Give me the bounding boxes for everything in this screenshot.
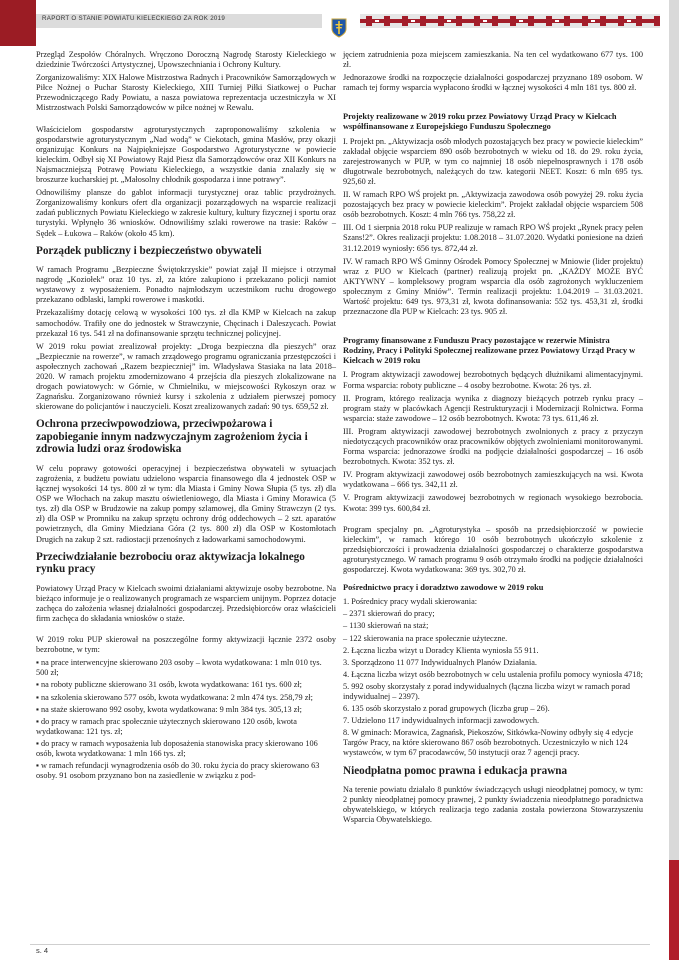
paragraph: Powiatowy Urząd Pracy w Kielcach swoimi działaniami aktywizuje osoby bezrobotne. Na bieżąco informuje je o realizowanych programach ze wsparciem unijnym. Poprzez dotacje zachęca do założenia własnej działalności gospodarczej. Przedsiębiorców oraz właścicieli firm zachęca do składania wniosków o staże.: [36, 583, 336, 623]
paragraph: W ramach Programu „Bezpieczne Świętokrzyskie” powiat zajął II miejsce i otrzymał nagrodę „Koziołek” oraz 10 tys. zł, za które zakupiono i przekazano policji namiot wystawowy z wyposażeniem. Ponadto najmłodszym uczestnikom ruchu drogowego przekazano odblaski, lampki rowerowe i maskotki.: [36, 265, 336, 305]
subsection-heading: Projekty realizowane w 2019 roku przez Powiatowy Urząd Pracy w Kielcach współfinansowane z Europejskiego Funduszu Społecznego: [343, 112, 617, 132]
section-heading: Porządek publiczny i bezpieczeństwo obywateli: [36, 244, 262, 257]
folk-pattern-decoration: [360, 14, 660, 28]
list-item: 6. 135 osób skorzystało z porad grupowych (liczba grup – 26).: [343, 704, 550, 714]
list-item: 7. Udzielono 117 indywidualnych informacji zawodowych.: [343, 716, 540, 726]
paragraph: II. Program, którego realizacja wynika z diagnozy bieżących potrzeb rynku pracy – program staży w placówkach Agencji Restrukturyzacji i Modernizacji Rolnictwa. Forma wsparcia: staże zawodowe – 12 osób bezrobotnych. Kwota: 73 tys. 611,46 zł.: [343, 393, 643, 423]
paragraph: I. Projekt pn. „Aktywizacja osób młodych pozostających bez pracy w powiecie kieleckim” zakładał objęcie wsparciem 890 osób bezrobotnych w wieku od 18. do 29. roku życia, zarejestrowanych w PUP, w tym co najmniej 18 osób niepełnosprawnych i 178 osób długotrwale bezrobotnych, należących do tzw. kategorii NEET. Koszt: 6 mln 695 tys. 925,60 zł.: [343, 136, 643, 186]
header-accent-block: [0, 0, 36, 46]
paragraph: IV. W ramach RPO WŚ Gminny Ośrodek Pomocy Społecznej w Mniowie (lider projektu) wraz z PUO w Kielcach (partner) realizują projekt pn. „KAŻDY MOŻE BYĆ AKTYWNY – kompleksowy program wsparcia dla osób zagrożonych wykluczeniem społecznym z Gminy Mniów”. Termin realizacji projektu: 1.04.2019 – 31.03.2021. Wartość projektu: 649 tys. 973,31 zł, kwota dofinansowania: 552 tys. 453,31 zł, środki przeznaczone dla PUP w Kielcach: 23 tys. 905 zł.: [343, 256, 643, 317]
paragraph: Program specjalny pn. „Agroturystyka – sposób na przedsiębiorczość w powiecie kieleckim”, w ramach którego 10 osób bezrobotnych ukończyło szkolenie z przedsiębiorczości i prowadzenia działalności gospodarczej o charakterze gospodarstwa agroturystycznego. W ramach programu 9 osób otrzymało środki na podjęcie działalności gospodarczej. Kwota wydatkowana: 369 tys. 302,70 zł.: [343, 524, 643, 575]
paragraph: Zorganizowaliśmy: XIX Halowe Mistrzostwa Radnych i Pracowników Samorządowych w Piłce Nożnej o Puchar Starosty Kieleckiego, XIII Turniej Piłki Siatkowej o Puchar Przewodniczącego Rady Powiatu, a nasza powiatowa reprezentacja uczestniczyła w XI Mistrzostwach Polski Samorządowców w piłce nożnej w Rewalu.: [36, 73, 336, 113]
list-item: 8. W gminach: Morawica, Zagnańsk, Piekoszów, Sitkówka-Nowiny odbyły się 4 edycje Targów Pracy, na które skierowano 867 osób bezrobotnych. Uczestniczyło w nich 124 wystawców, w tym 67 pracodawców, 50 instytucji oraz 7 agencji pracy.: [343, 728, 634, 758]
list-item: ▪ na szkolenia skierowano 577 osób, kwota wydatkowana: 2 mln 474 tys. 258,79 zł;: [36, 692, 313, 702]
paragraph: Odnowiliśmy plansze do gablot informacji turystycznej oraz tablic przydrożnych. Zorganizowaliśmy konkurs ofert dla organizacji pozarządowych na wsparcie realizacji zadań publicznych Powiatu Kieleckiego w zakresie kultury, kultury fizycznej i sportu oraz turystyki. Wpłynęło 36 wniosków. Odnowiliśmy szlaki rowerowe na trasie: Raków – Sędek – Łukowa – Raków (około 45 km).: [36, 188, 336, 238]
list-item: 4. Łączna liczba wizyt osób bezrobotnych w celu ustalenia profilu pomocy wyniosła 4718;: [343, 669, 643, 679]
paragraph: Na terenie powiatu działało 8 punktów świadczących usługi nieodpłatnej pomocy, w tym: 2 punkty nieodpłatnej pomocy prawnej, 2 punkty świadczenia nieodpłatnego poradnictwa obywatelskiego, w których realizacja tego zadania została powierzona Stowarzyszeniu Wsparcia Obywatelskiego.: [343, 785, 643, 825]
footer-rule: [30, 944, 650, 945]
spacer: [343, 517, 643, 525]
list-item: ▪ na prace interwencyjne skierowano 203 osoby – kwota wydatkowana: 1 mln 010 tys. 500 zł;: [36, 658, 322, 678]
paragraph: I. Program aktywizacji zawodowej bezrobotnych będących dłużnikami alimentacyjnymi. Forma wsparcia: roboty publiczne – 4 osoby bezrobotne. Kwota: 26 tys. zł.: [343, 370, 643, 390]
paragraph: W 2019 roku PUP skierował na poszczególne formy aktywizacji łącznie 2372 osoby bezrobotne, w tym:: [36, 635, 336, 655]
subsection-heading: Pośrednictwo pracy i doradztwo zawodowe w 2019 roku: [343, 583, 544, 593]
spacer: [343, 320, 643, 328]
section-heading: Przeciwdziałanie bezrobociu oraz aktywizacja lokalnego rynku pracy: [36, 550, 305, 576]
left-column: [36, 50, 336, 783]
spacer: [343, 96, 643, 104]
header-bar: [0, 0, 679, 46]
subsection-heading: Programy finansowane z Funduszu Pracy pozostające w rezerwie Ministra Rodziny, Pracy i Polityki Społecznej realizowane przez Powiatowy Urząd Pracy w Kielcach w 2019 roku: [343, 336, 636, 366]
page-edge-accent: [669, 860, 679, 960]
paragraph: Jednorazowe środki na rozpoczęcie działalności gospodarczej przyznano 189 osobom. W ramach tej formy wsparcia wypłacono środki w łącznej wysokości 4 mln 181 tys. 800 zł.: [343, 73, 643, 93]
list-item: – 122 skierowania na prace społecznie użyteczne.: [343, 633, 508, 643]
list-item: ▪ do pracy w ramach wyposażenia lub doposażenia stanowiska pracy skierowano 106 osób, kwota wydatkowana: 1 mln 166 tys. zł;: [36, 738, 318, 758]
paragraph: III. Program aktywizacji zawodowej bezrobotnych zwolnionych z pracy z przyczyn niedotyczących pracowników oraz pracowników objętych zwolnieniami monitorowanymi. Forma wsparcia: jednorazowe środki na podjęcie działalności gospodarczej – 16 osób bezrobotnych. Kwota: 352 tys. zł.: [343, 426, 643, 467]
list-item: ▪ w ramach refundacji wynagrodzenia osób do 30. roku życia do pracy skierowano 63 osoby. 91 osobom przyznano bon na zasiedlenie w związku z pod-: [36, 761, 320, 781]
list-item: ▪ na staże skierowano 992 osoby, kwota wydatkowana: 9 mln 384 tys. 305,13 zł;: [36, 704, 302, 714]
list-item: ▪ do pracy w ramach prac społecznie użytecznych skierowano 120 osób, kwota wydatkowana: 121 tys. zł;: [36, 716, 297, 736]
list-item: – 1130 skierowań na staż;: [343, 621, 429, 631]
paragraph: Właścicielom gospodarstw agroturystycznych zaproponowaliśmy szkolenia w gospodarstwie agroturystycznym „Nad wodą” w Ciekotach, gmina Masłów, przy okazji organizując Konkurs na Najpiękniejsze Gospodarstwo Agroturystyczne w powiecie kieleckim. Odbył się XI Powiatowy Rajd Piesz dla Samorządowców oraz XII Konkurs na Najsmaczniejszą Potrawę Powiatu Kieleckiego, a wszystkie dania znalazły się w broszurze kucharskiej pt. „Małosolny chłodnik gospodarza i inne potrawy”.: [36, 124, 336, 185]
paragraph: Przekazaliśmy dotację celową w wysokości 100 tys. zł dla KMP w Kielcach na zakup samochodów. Trafiły one do jednostek w Strawczynie, Chęcinach i Daleszycach. Powiat przekazał 16 tys. 541 zł na dofinansowanie sprzętu technicznej policyjnej.: [36, 308, 336, 338]
list-item: 2. Łączna liczba wizyt u Doradcy Klienta wyniosła 55 911.: [343, 645, 539, 655]
paragraph: jęciem zatrudnienia poza miejscem zamieszkania. Na ten cel wydatkowano 677 tys. 100 zł.: [343, 50, 643, 70]
paragraph: Przegląd Zespołów Chóralnych. Wręczono Doroczną Nagrodę Starosty Kieleckiego w dziedzinie Twórczości Artystycznej, Upowszechniania i Ochrony Kultury.: [36, 50, 336, 70]
list-item: – 2371 skierowań do pracy;: [343, 609, 435, 619]
list-item: ▪ na roboty publiczne skierowano 31 osób, kwota wydatkowana: 161 tys. 600 zł;: [36, 680, 302, 690]
paragraph: V. Program aktywizacji zawodowej bezrobotnych w regionach wysokiego bezrobocia. Kwota: 399 tys. 600,84 zł.: [343, 493, 643, 513]
list-item: 5. 992 osoby skorzystały z porad indywidualnych (łączna liczba wizyt w ramach porad indywidualnej – 2397).: [343, 681, 631, 701]
paragraph: W celu poprawy gotowości operacyjnej i bezpieczeństwa obywateli w sytuacjach zagrożenia, z budżetu powiatu udzielono wsparcia finansowego dla 4 jednostek OSP w łącznej wysokości 14 tys. 800 zł w tym: dla Miasta i Gminy Nowa Słupia (5 tys. zł) dla OSP we Włochach na zakup masztu oświetleniowego, dla Miasta i Gminy Morawica (5 tys. zł) dla OSP w Brudzowie na zakup pompy szlamowej, dla Gminy Strawczyn (2 tys. zł) dla OSP w Promniku na zakup sprzętu ochrony dróg oddechowych – 2 szt. aparatów powietrznych, dla Gminy Miedziana Góra (2 tys. 800 zł) dla OSP w Kostomłotach Drugich na zakup 2 szt. radiostacji przenośnych z ładowarkami samochodowymi.: [36, 463, 336, 544]
spacer: [36, 627, 336, 635]
page-number: s. 4: [36, 946, 49, 955]
paragraph: W 2019 roku powiat zrealizował projekty: „Droga bezpieczna dla pieszych” oraz „Bezpiecznie na rowerze”, w ramach zrządowego programu ograniczania przestępczości i aspołecznych zachowań „Razem bezpieczniej” im. Władysława Stasiaka na lata 2018–2020. W ramach projektu zmodernizowano 4 przejścia dla pieszych zlokalizowane na drogach powiatowych: w Górnie, w Chmielniku, w miejscowości Rykoszyn oraz w Zagnańsku. Zorganizowano również kursy i szkolenia z udziałem pierwszej pomocy skierowane do policjantów i nauczycieli. Koszt zrealizowanych zadań: 90 tys. 659,52 zł.: [36, 341, 336, 412]
spacer: [36, 117, 336, 125]
paragraph: II. W ramach RPO WŚ projekt pn. „Aktywizacja zawodowa osób powyżej 29. roku życia pozostających bez pracy w powiecie kieleckim”. Projekt zakładał objęcie wsparciem 508 osób bezrobotnych. Koszt: 4 mln 766 tys. 758,22 zł.: [343, 190, 643, 220]
page-edge-strip: [669, 0, 679, 960]
coat-of-arms-icon: [331, 18, 347, 38]
list-item: 1. Pośrednicy pracy wydali skierowania:: [343, 597, 478, 607]
paragraph: IV. Program aktywizacji zawodowej osób bezrobotnych zamieszkujących na wsi. Kwota wydatkowana – 666 tys. 342,11 zł.: [343, 470, 643, 490]
report-title: RAPORT O STANIE POWIATU KIELECKIEGO ZA ROK 2019: [42, 15, 226, 22]
section-heading: Nieodpłatna pomoc prawna i edukacja prawna: [343, 764, 568, 777]
section-heading: Ochrona przeciwpowodziowa, przeciwpożarowa i zapobieganie innym nadzwyczajnym zagrożeniom życia i zdrowia ludzi oraz środowiska: [36, 418, 308, 456]
right-column: [343, 50, 643, 828]
paragraph: III. Od 1 sierpnia 2018 roku PUP realizuje w ramach RPO WŚ projekt „Rynek pracy pełen Szans!2”. Okres realizacji projektu: 1.08.2018 – 31.07.2020. Wydatki poniesione na dzień 31.12.2019 wyniosły: 656 tys. 872,44 zł.: [343, 223, 643, 253]
list-item: 3. Sporządzono 11 077 Indywidualnych Planów Działania.: [343, 657, 537, 667]
